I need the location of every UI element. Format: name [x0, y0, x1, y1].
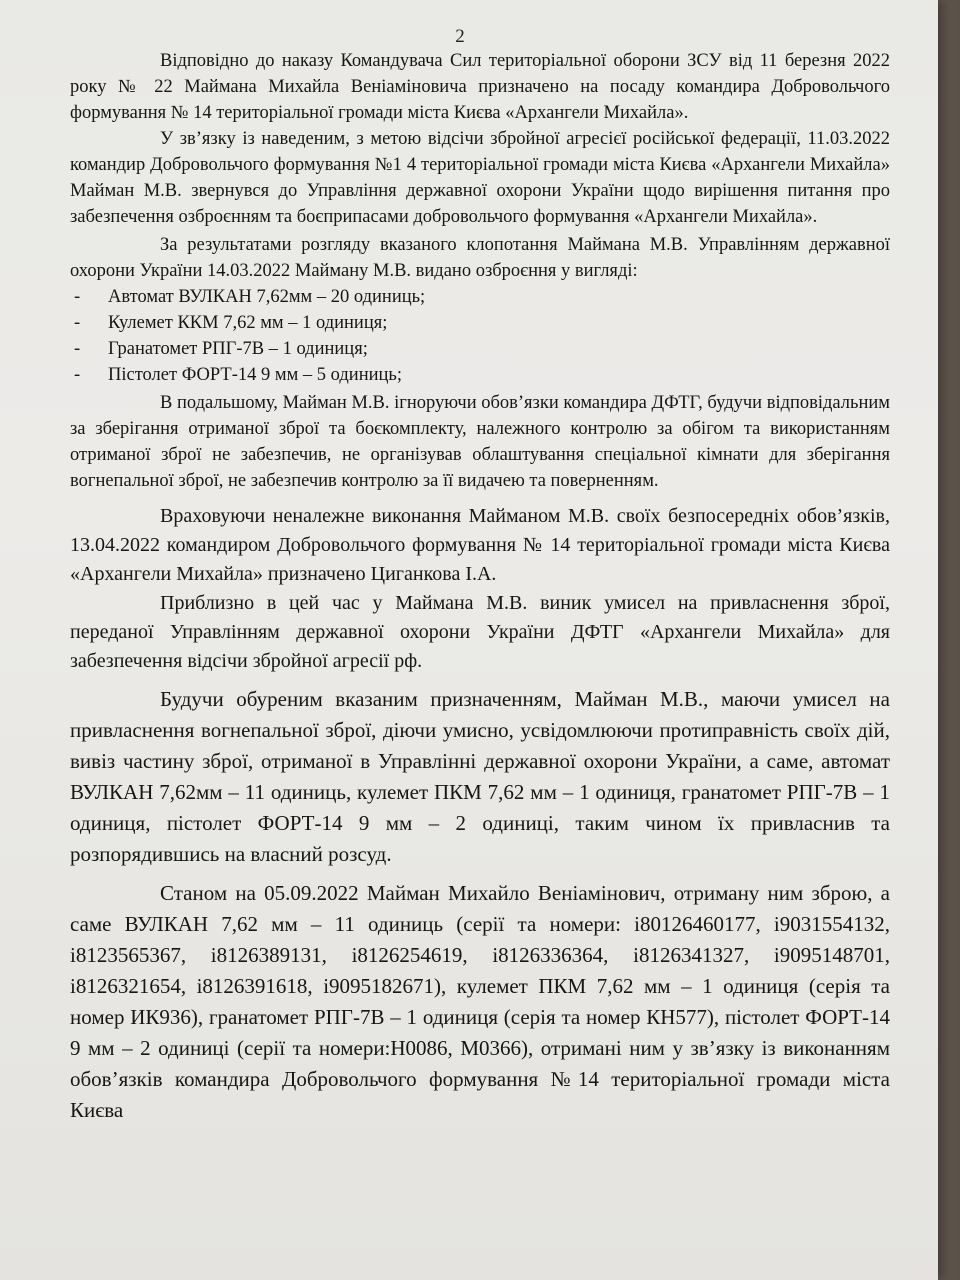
dash-bullet: - [74, 287, 81, 307]
paragraph-intent: Приблизно в цей час у Маймана М.В. виник умисел на привласнення зброї, переданої Управлінням державної охорони України ДФТГ «Архангели Михайла» для забезпечення відсічи збройної агресії рф. [70, 592, 890, 672]
paragraph-appointment: Відповідно до наказу Командувача Сил територіальної оборони ЗСУ від 11 березня 2022 року № 22 Маймана Михайла Веніаміновича призначено на посаду командира Добровольчого формування № 14 територіальної громади міста Києва «Архангели Михайла». [70, 51, 890, 123]
list-item-text: Автомат ВУЛКАН 7,62мм – 20 одиниць; [108, 287, 426, 307]
document-body [70, 48, 890, 1126]
weapons-list [70, 284, 890, 388]
dash-bullet: - [74, 313, 81, 333]
list-item-text: Кулемет ККМ 7,62 мм – 1 одиниця; [108, 313, 388, 333]
dash-bullet: - [74, 339, 81, 359]
paragraph-new-commander: Враховуючи неналежне виконання Майманом М.В. своїх безпосередніх обов’язків, 13.04.2022 командиром Добровольчого формування № 14 територіальної громади міста Києва «Архангели Михайла» призначено Циганкова І.А. [70, 505, 890, 585]
paragraph-appropriation: Будучи обуреним вказаним призначенням, Майман М.В., маючи умисел на привласнення вогнепальної зброї, діючи умисно, усвідомлюючи протиправність своїх дій, вивіз частину зброї, отриманої в Управлінні державної охорони України, а саме, автомат ВУЛКАН 7,62мм – 11 одиниць, кулемет ПКМ 7,62 мм – 1 одиниця, гранатомет РПГ-7В – 1 одиниця, пістолет ФОРТ-14 9 мм – 2 одиниці, таким чином їх привласнив та розпорядившись на власний розсуд. [70, 687, 890, 866]
list-item-text: Пістолет ФОРТ-14 9 мм – 5 одиниць; [108, 365, 402, 385]
paragraph-issued-weapons: За результатами розгляду вказаного клопотання Маймана М.В. Управлінням державної охорони України 14.03.2022 Майману М.В. видано озброєння у вигляді: [70, 235, 890, 281]
page-number: 2 [455, 26, 465, 47]
paragraph-negligence: В подальшому, Майман М.В. ігноруючи обов’язки командира ДФТГ, будучи відповідальним за зберігання отриманої зброї та боєкомплекту, належного контролю за обігом та використанням отриманої зброї не забезпечив, не організував облаштування спеціальної кімнати для зберігання вогнепальної зброї, не забезпечив контролю за її видачею та поверненням. [70, 393, 890, 491]
paragraph-serial-numbers: Станом на 05.09.2022 Майман Михайло Веніамінович, отриману ним зброю, а саме ВУЛКАН 7,62 мм – 11 одиниць (серії та номери: і80126460177, і9031554132, і8123565367, і8126389131, і8126254619, і8126336364, і8126341327, і9095148701, і8126321654, і8126391618, і9095182671), кулемет ПКМ 7,62 мм – 1 одиниця (серія та номер ИК936), гранатомет РПГ-7В – 1 одиниця (серія та номер КН577), пістолет ФОРТ-14 9 мм – 2 одиниці (серії та номери:Н0086, М0366), отримані ним у зв’язку із виконанням обов’язків командира Добровольчого формування №14 територіальної громади міста Києва [70, 881, 890, 1122]
list-item [70, 310, 890, 336]
list-item [70, 362, 890, 388]
list-item-text: Гранатомет РПГ-7В – 1 одиниця; [108, 339, 368, 359]
paragraph-request: У зв’язку із наведеним, з метою відсічи збройної агресієї російської федерації, 11.03.2022 командир Добровольчого формування №1 4 територіальної громади міста Києва «Архангели Михайла» Майман М.В. звернувся до Управління державної охорони України щодо вирішення питання про забезпечення озброєнням та боєприпасами добровольчого формування «Архангели Михайла». [70, 129, 890, 227]
list-item [70, 284, 890, 310]
list-item [70, 336, 890, 362]
dash-bullet: - [74, 365, 81, 385]
